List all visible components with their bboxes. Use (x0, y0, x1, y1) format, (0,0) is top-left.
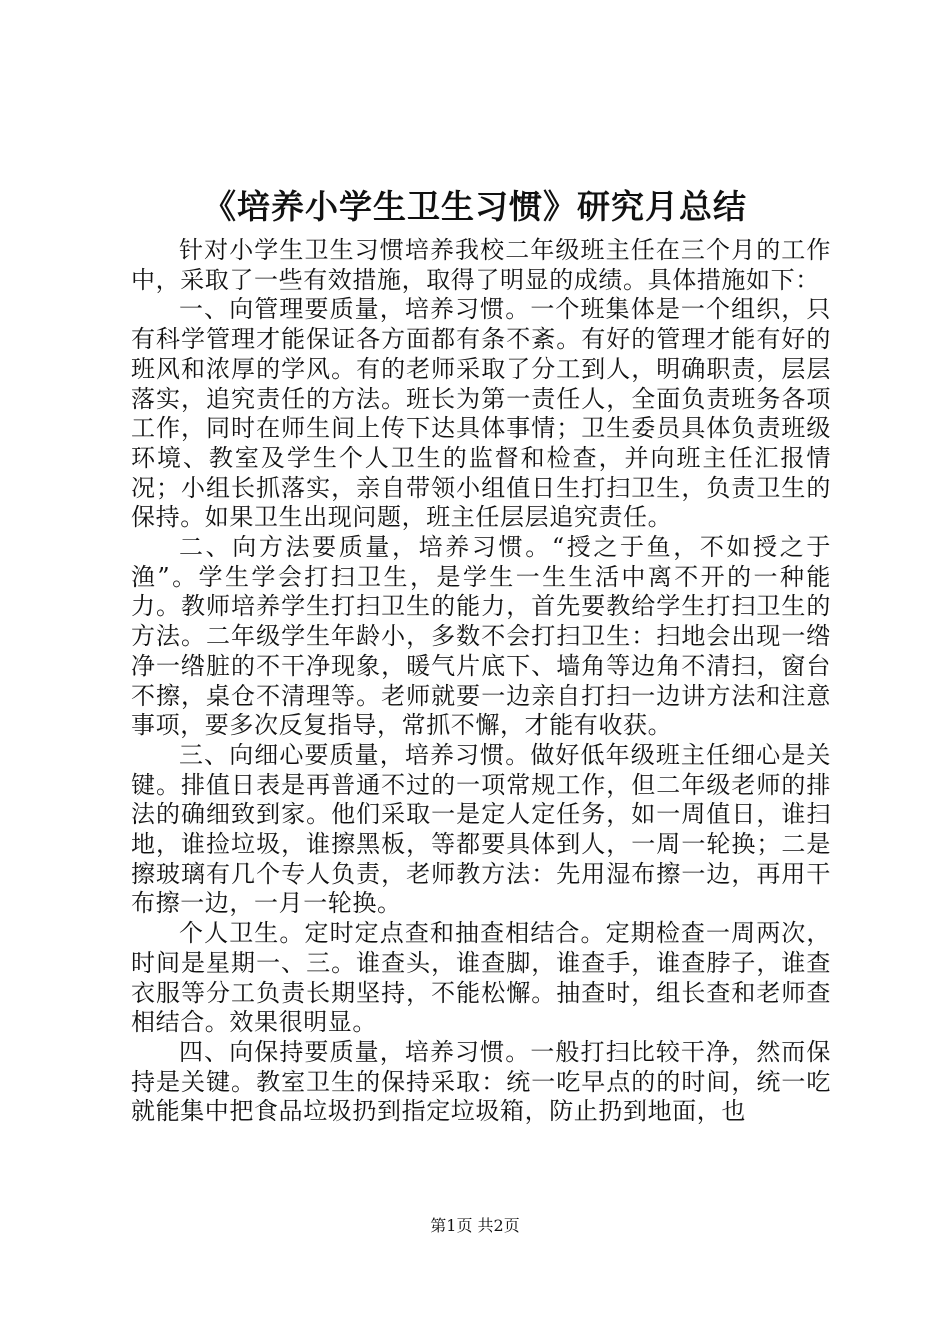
document-body (131, 236, 831, 1127)
paragraph-management: 一、向管理要质量，培养习惯。一个班集体是一个组织，只有科学管理才能保证各方面都有条不紊。有好的管理才能有好的班风和浓厚的学风。有的老师采取了分工到人，明确职责，层层落实，追究责任的方法。班长为第一责任人，全面负责班务各项工作，同时在师生间上传下达具体事情；卫生委员具体负责班级环境、教室及学生个人卫生的监督和检查，并向班主任汇报情况；小组长抓落实，亲自带领小组值日生打扫卫生，负责卫生的保持。如果卫生出现问题，班主任层层追究责任。 (131, 295, 831, 532)
paragraph-intro: 针对小学生卫生习惯培养我校二年级班主任在三个月的工作中，采取了一些有效措施，取得了明显的成绩。具体措施如下： (131, 236, 831, 294)
page-number-footer: 第1页 共2页 (430, 1216, 520, 1235)
paragraph-carefulness: 三、向细心要质量，培养习惯。做好低年级班主任细心是关键。排值日表是再普通不过的一项常规工作，但二年级老师的排法的确细致到家。他们采取一是定人定任务，如一周值日，谁扫地，谁捡垃圾，谁擦黑板，等都要具体到人，一周一轮换；二是擦玻璃有几个专人负责，老师教方法：先用湿布擦一边，再用干布擦一边，一月一轮换。 (131, 740, 831, 918)
document-title: 《培养小学生卫生习惯》研究月总结 (203, 187, 747, 226)
paragraph-method: 二、向方法要质量，培养习惯。“授之于鱼，不如授之于渔”。学生学会打扫卫生，是学生一生生活中离不开的一种能力。教师培养学生打扫卫生的能力，首先要教给学生打扫卫生的方法。二年级学生年龄小，多数不会打扫卫生：扫地会出现一绺净一绺脏的不干净现象，暖气片底下、墙角等边角不清扫，窗台不擦，桌仓不清理等。老师就要一边亲自打扫一边讲方法和注意事项，要多次反复指导，常抓不懈，才能有收获。 (131, 533, 831, 740)
paragraph-personal-hygiene: 个人卫生。定时定点查和抽查相结合。定期检查一周两次，时间是星期一、三。谁查头，谁查脚，谁查手，谁查脖子，谁查衣服等分工负责长期坚持，不能松懈。抽查时，组长查和老师查相结合。效果很明显。 (131, 919, 831, 1037)
paragraph-maintenance: 四、向保持要质量，培养习惯。一般打扫比较干净，然而保持是关键。教室卫生的保持采取：统一吃早点的的时间，统一吃就能集中把食品垃圾扔到指定垃圾箱，防止扔到地面，也 (131, 1037, 831, 1126)
